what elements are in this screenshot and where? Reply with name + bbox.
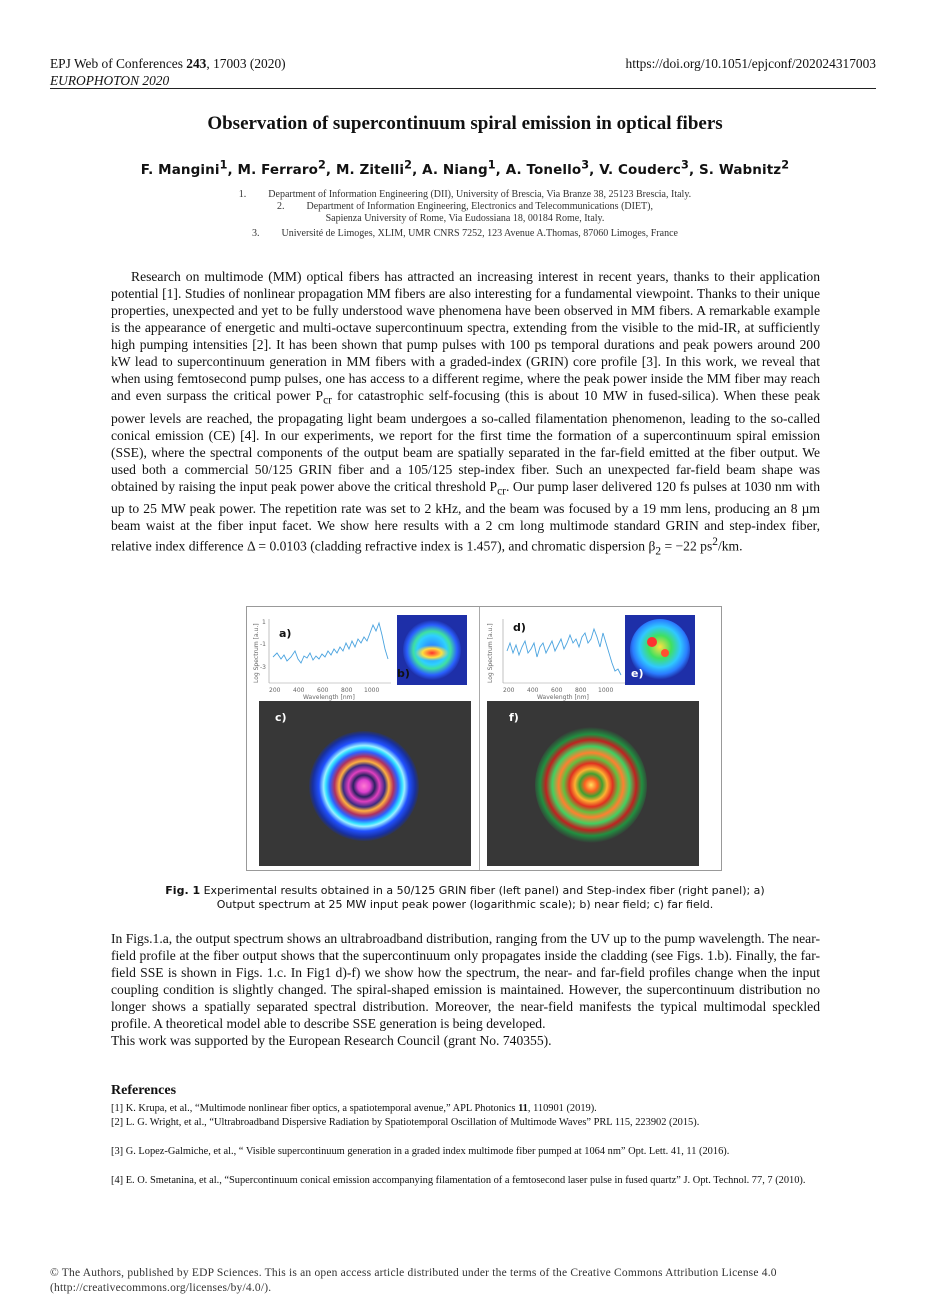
body-paragraph-1: Research on multimode (MM) optical fibers has attracted an increasing interest in recent years, thanks to their application potential [1]. Studies of nonlinear propagation MM fibers are also interesting for a fundamental viewpoint. Thanks to their unique properties, unexpected and yet to be fully understood wave phenomena have been observed in MM fibers. A remarkable example is the appearance of energetic and multi-octave supercontinuum spectra, extending from the visible to the mid-IR, at sufficiently high pumping intensities [2]. It has been shown that pump pulses with 100 ps temporal durations and peak powers around 200 kW lead to supercontinuum generation in MM fibers with a graded-index (GRIN) core profile [3]. In this work, we reveal that when using femtosecond pump pulses, one has access to a different regime, where the peak power inside the MM fiber may reach and even surpass the critical power $P_{cr}$ for catastrophic self-focusing (this is about 10 MW in fused-silica). When these peak power levels are reached, the propagating light beam undergoes a so-called filamentation phenomenon, leading to the so-called conical emission (CE) [4]. In our experiments, we report for the first time the formation of a supercontinuum spiral emission (SSE), where the spectral components of the output beam are spatially separated in the far-field emitted at the fiber output. We used both a commercial 50/125 GRIN fiber and a 105/125 step-index fiber. Such an unexpected far-field beam shape was obtained by raising the input peak power above the critical threshold $P_{cr}$. Our pump laser delivered 120 fs pulses at 1030 nm with up to 25 MW peak power. The repetition rate was set to 2 kHz, and the beam was focused by a 19 mm lens, producing an 8 µm beam waist at the fiber input facet. We show here results with a 2 cm long multimode standard GRIN and step-index fiber, relative index difference Δ = 0.0103 (cladding refractive index is 1.457), and chromatic dispersion $\beta_2 = -22$ $ps^2/km$. [111,269,821,558]
author: A. Niang$^1$, [422,158,506,178]
conference-name: EUROPHOTON 2020 [50,73,170,88]
y-tick: -3 [260,664,266,671]
figure-1 [246,606,722,871]
reference-4: [4] E. O. Smetanina, et al., “Supercontinuum conical emission accompanying filamentation of a femtosecond laser pulse in fused quartz” J. Opt. Technol. 77, 7 (2010). [111,1175,806,1186]
y-axis-label: Log Spectrum [a.u.] [253,623,260,683]
references-heading: References [111,1083,177,1098]
x-tick: 400 [293,687,305,694]
author: S. Wabnitz$^2$ [698,158,790,178]
far-field-image-c [259,701,471,866]
panel-c-label: c) [275,711,287,724]
panel-divider [479,607,480,870]
x-tick: 800 [575,687,587,694]
x-tick: 600 [317,687,329,694]
author: F. Mangini$^1$, [140,158,238,178]
affiliation-3: 3. Université de Limoges, XLIM, UMR CNRS 7252, 123 Avenue A.Thomas, 87060 Limoges, France [252,228,678,239]
y-tick: 1 [262,619,266,626]
x-tick: 400 [527,687,539,694]
doi-link[interactable]: https://doi.org/10.1051/epjconf/202024317003 [625,56,876,71]
journal-citation: EPJ Web of Conferences 243, 17003 (2020) [50,56,286,71]
author-list [0,158,930,178]
x-axis-label: Wavelength [nm] [537,694,589,701]
panel-f-label: f) [509,711,519,724]
reference-2: [2] L. G. Wright, et al., “Ultrabroadband Dispersive Radiation by Spatiotemporal Oscillation of Multimode Waves” PRL 115, 223902 (2015). [111,1117,700,1128]
paper-title: Observation of supercontinuum spiral emission in optical fibers [207,113,723,134]
panel-d-label: d) [513,621,526,634]
x-tick: 200 [269,687,281,694]
author: V. Couderc$^3$, [599,158,699,178]
affiliation-2-cont: Sapienza University of Rome, Via Eudossiana 18, 00184 Rome, Italy. [325,213,605,224]
reference-3: [3] G. Lopez-Galmiche, et al., “ Visible supercontinuum generation in a graded index multimode fiber pumped at 1064 nm” Opt. Lett. 41, 11 (2016). [111,1146,730,1157]
x-tick: 1000 [364,687,380,694]
spectrum-curve-d [507,629,621,675]
y-tick: -1 [260,641,266,648]
acknowledgement: This work was supported by the European Research Council (grant No. 740355). [111,1033,552,1048]
header-divider [50,88,876,89]
affiliation-1: 1. Department of Information Engineering (DII), University of Brescia, Via Branze 38, 25123 Brescia, Italy. [238,189,692,200]
author: M. Zitelli$^2$, [335,158,423,178]
affiliation-2: 2. Department of Information Engineering, Electronics and Telecommunications (DIET), [277,201,653,212]
reference-1: [1] K. Krupa, et al., “Multimode nonlinear fiber optics, a spatiotemporal avenue,” APL Photonics 11, 110901 (2019). [111,1103,597,1114]
far-field-image-f [487,701,699,866]
body-paragraph-2: In Figs.1.a, the output spectrum shows an ultrabroadband distribution, ranging from the UV up to the pump wavelength. The near-field profile at the fiber output shows that the supercontinuum only propagates inside the cladding (see Figs. 1.b). Finally, the far-field SSE is shown in Figs. 1.c. In Fig1 d)-f) we show how the spectrum, the near- and far-field profiles change when the input coupling condition is slightly changed. The spiral-shaped emission is maintained. However, the supercontinuum distribution no longer shows a spatially separated spectral distribution. Moreover, the near-field manifests the typical multimodal speckled profile. A theoretical model able to describe SSE generation is being developed. This work was supported by the European Research Council (grant No. 740355). [111,931,820,1048]
x-axis-label: Wavelength [nm] [303,694,355,701]
spectrum-plot-a [251,613,393,701]
panel-a-label: a) [279,627,292,640]
panel-b-label: b) [397,667,410,680]
license-footer: © The Authors, published by EDP Sciences. This is an open access article distributed under the terms of the Creative Commons Attribution License 4.0 (http://creativecommons.org/licenses/by/4.0/). [50,1267,777,1294]
x-tick: 200 [503,687,515,694]
author: A. Tonello$^3$, [505,158,600,178]
panel-e-label: e) [631,667,644,680]
author: M. Ferraro$^2$, [237,158,336,178]
x-tick: 1000 [598,687,614,694]
figure-caption: Fig. 1 Experimental results obtained in a 50/125 GRIN fiber (left panel) and Step-index fiber (right panel); a) Output spectrum at 25 MW input peak power (logarithmic scale); b) near field; c) far field. [165,884,765,911]
y-axis-label: Log Spectrum [a.u.] [487,623,494,683]
x-tick: 800 [341,687,353,694]
x-tick: 600 [551,687,563,694]
spectrum-plot-d [485,613,627,701]
